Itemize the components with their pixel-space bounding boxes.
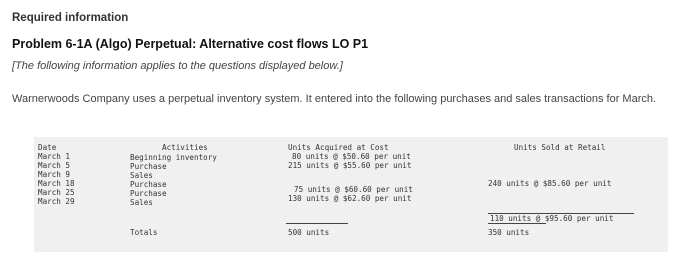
required-information-heading: Required information [12, 12, 129, 24]
header-activities: Activities [162, 143, 208, 152]
sold-total: 350 units [488, 228, 530, 237]
acquired-underline [286, 222, 348, 224]
date-row-4: March 18 [38, 179, 75, 188]
acquired-row-4: 75 units @ $60.60 per unit [294, 185, 413, 194]
sold-underline-bottom [488, 222, 546, 224]
sold-row-6: 110 units @ $95.60 per unit [490, 214, 614, 223]
date-row-2: March 5 [38, 161, 71, 170]
activity-row-5: Purchase [130, 189, 167, 198]
activity-row-1: Beginning inventory [130, 153, 217, 162]
acquired-row-2: 215 units @ $55.60 per unit [288, 161, 412, 170]
header-units-sold: Units Sold at Retail [514, 143, 606, 152]
activity-row-6: Sales [130, 198, 153, 207]
totals-label: Totals [130, 228, 158, 237]
problem-intro-text: Warnerwoods Company uses a perpetual inventory system. It entered into the following purchases and sales transactions for March. [12, 93, 657, 105]
activity-row-2: Purchase [130, 162, 167, 171]
transactions-table [34, 137, 668, 252]
problem-title: Problem 6-1A (Algo) Perpetual: Alternative cost flows LO P1 [12, 37, 369, 51]
activity-row-4: Purchase [130, 180, 167, 189]
date-row-1: March 1 [38, 152, 71, 161]
date-row-3: March 9 [38, 170, 71, 179]
date-row-5: March 25 [38, 188, 75, 197]
date-row-6: March 29 [38, 197, 75, 206]
acquired-total: 500 units [288, 228, 330, 237]
sold-row-3: 240 units @ $85.60 per unit [488, 179, 612, 188]
instruction-note: [The following information applies to the questions displayed below.] [12, 60, 343, 72]
header-units-acquired: Units Acquired at Cost [288, 143, 389, 152]
header-date: Date [38, 143, 57, 152]
acquired-row-1: 80 units @ $50.60 per unit [292, 152, 411, 161]
acquired-row-5: 130 units @ $62.60 per unit [288, 194, 412, 203]
activity-row-3: Sales [130, 171, 153, 180]
